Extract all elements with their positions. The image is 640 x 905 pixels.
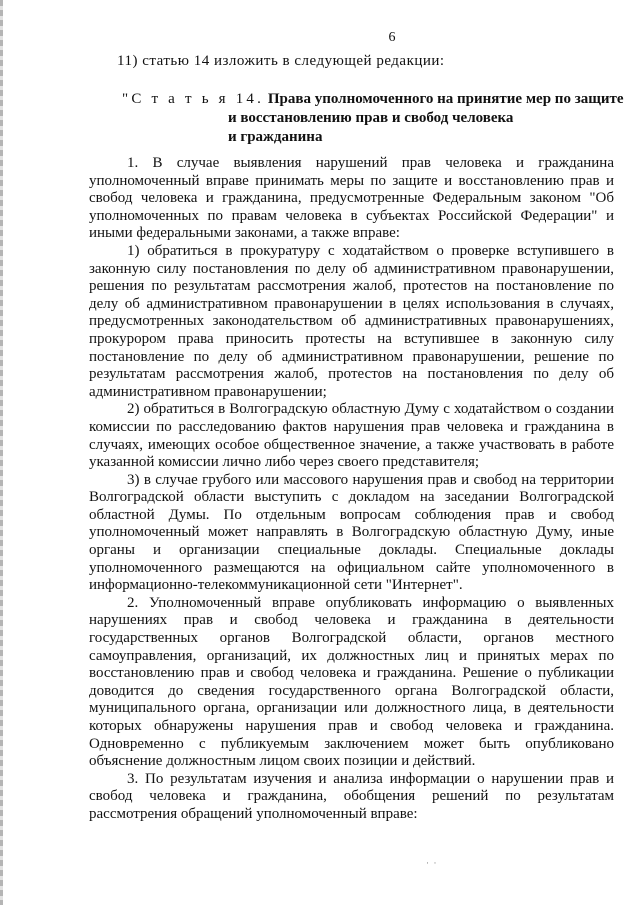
- paragraph-1-item-2: 2) обратиться в Волгоградскую областную Думу с ходатайством о создании комиссии по расследованию фактов нарушения прав человека и гражданина в случаях, имеющих особое общественное значение, а также участвовать в работе указанной комиссии лично либо через своего представителя;: [89, 401, 614, 471]
- article-heading: [122, 90, 624, 147]
- article-title-line-1: Права уполномоченного на принятие мер по защите: [267, 91, 624, 107]
- scan-speck: · ·: [426, 858, 437, 868]
- paragraph-2: 2. Уполномоченный вправе опубликовать информацию о выявленных нарушениях прав и свобод человека и гражданина в деятельности государственных органов Волгоградской области, органов местного самоуправления, организаций, их должностных лиц и принятых мерах по восстановлению прав и свобод человека и гражданина. Решение о публикации доводится до сведения государственного органа Волгоградской области, муниципального органа, организации или должностного лица, в деятельности которых обнаружены нарушения прав и свобод человека и гражданина. Одновременно с публикуемым заключением может быть опубликовано объяснение должностным лицом своих позиции и действий.: [89, 594, 614, 770]
- article-title-line-2: и восстановлению прав и свобод человека: [228, 110, 514, 126]
- article-title-line-3: и гражданина: [228, 129, 323, 145]
- paragraph-1-item-1: 1) обратиться в прокуратуру с ходатайством о проверке вступившего в законную силу постановления по делу об административном правонарушении, решения по результатам рассмотрения жалоб, протестов на постановление по делу об административном правонарушении в целях использования в случаях, предусмотренных законодательством об административных правонарушениях, прокурором права приносить протесты на вступившее в законную силу постановление по делу об административном правонарушении, решение по результатам рассмотрения жалоб, протестов на постановления по делу об административном правонарушении;: [89, 242, 614, 400]
- amendment-intro: 11) статью 14 изложить в следующей редакции:: [117, 53, 445, 69]
- paragraph-1-item-3: 3) в случае грубого или массового нарушения прав и свобод на территории Волгоградской области выступить с докладом на заседании Волгоградской областной Думы. По отдельным вопросам соблюдения прав и свобод уполномоченный может направлять в Волгоградскую областную Думу, иные органы и организации специальные доклады. Специальные доклады уполномоченного размещаются на официальном сайте уполномоченного в информационно-телекоммуникационной сети "Интернет".: [89, 471, 614, 594]
- paragraph-1: 1. В случае выявления нарушений прав человека и гражданина уполномоченный вправе принимать меры по защите и восстановлению прав и свобод человека и гражданина, предусмотренные Федеральным законом "Об уполномоченных по правам человека в субъектах Российской Федерации" и иными федеральными законами, а также вправе:: [89, 155, 614, 242]
- paragraph-3: 3. По результатам изучения и анализа информации о нарушении прав и свобод человека и гражданина, обобщения решений по результатам рассмотрения обращений уполномоченный вправе:: [89, 770, 614, 822]
- article-body: [89, 155, 614, 824]
- article-prefix: "С т а т ь я 14.: [122, 91, 265, 107]
- page-number: 6: [388, 30, 396, 45]
- scan-edge: [0, 0, 3, 905]
